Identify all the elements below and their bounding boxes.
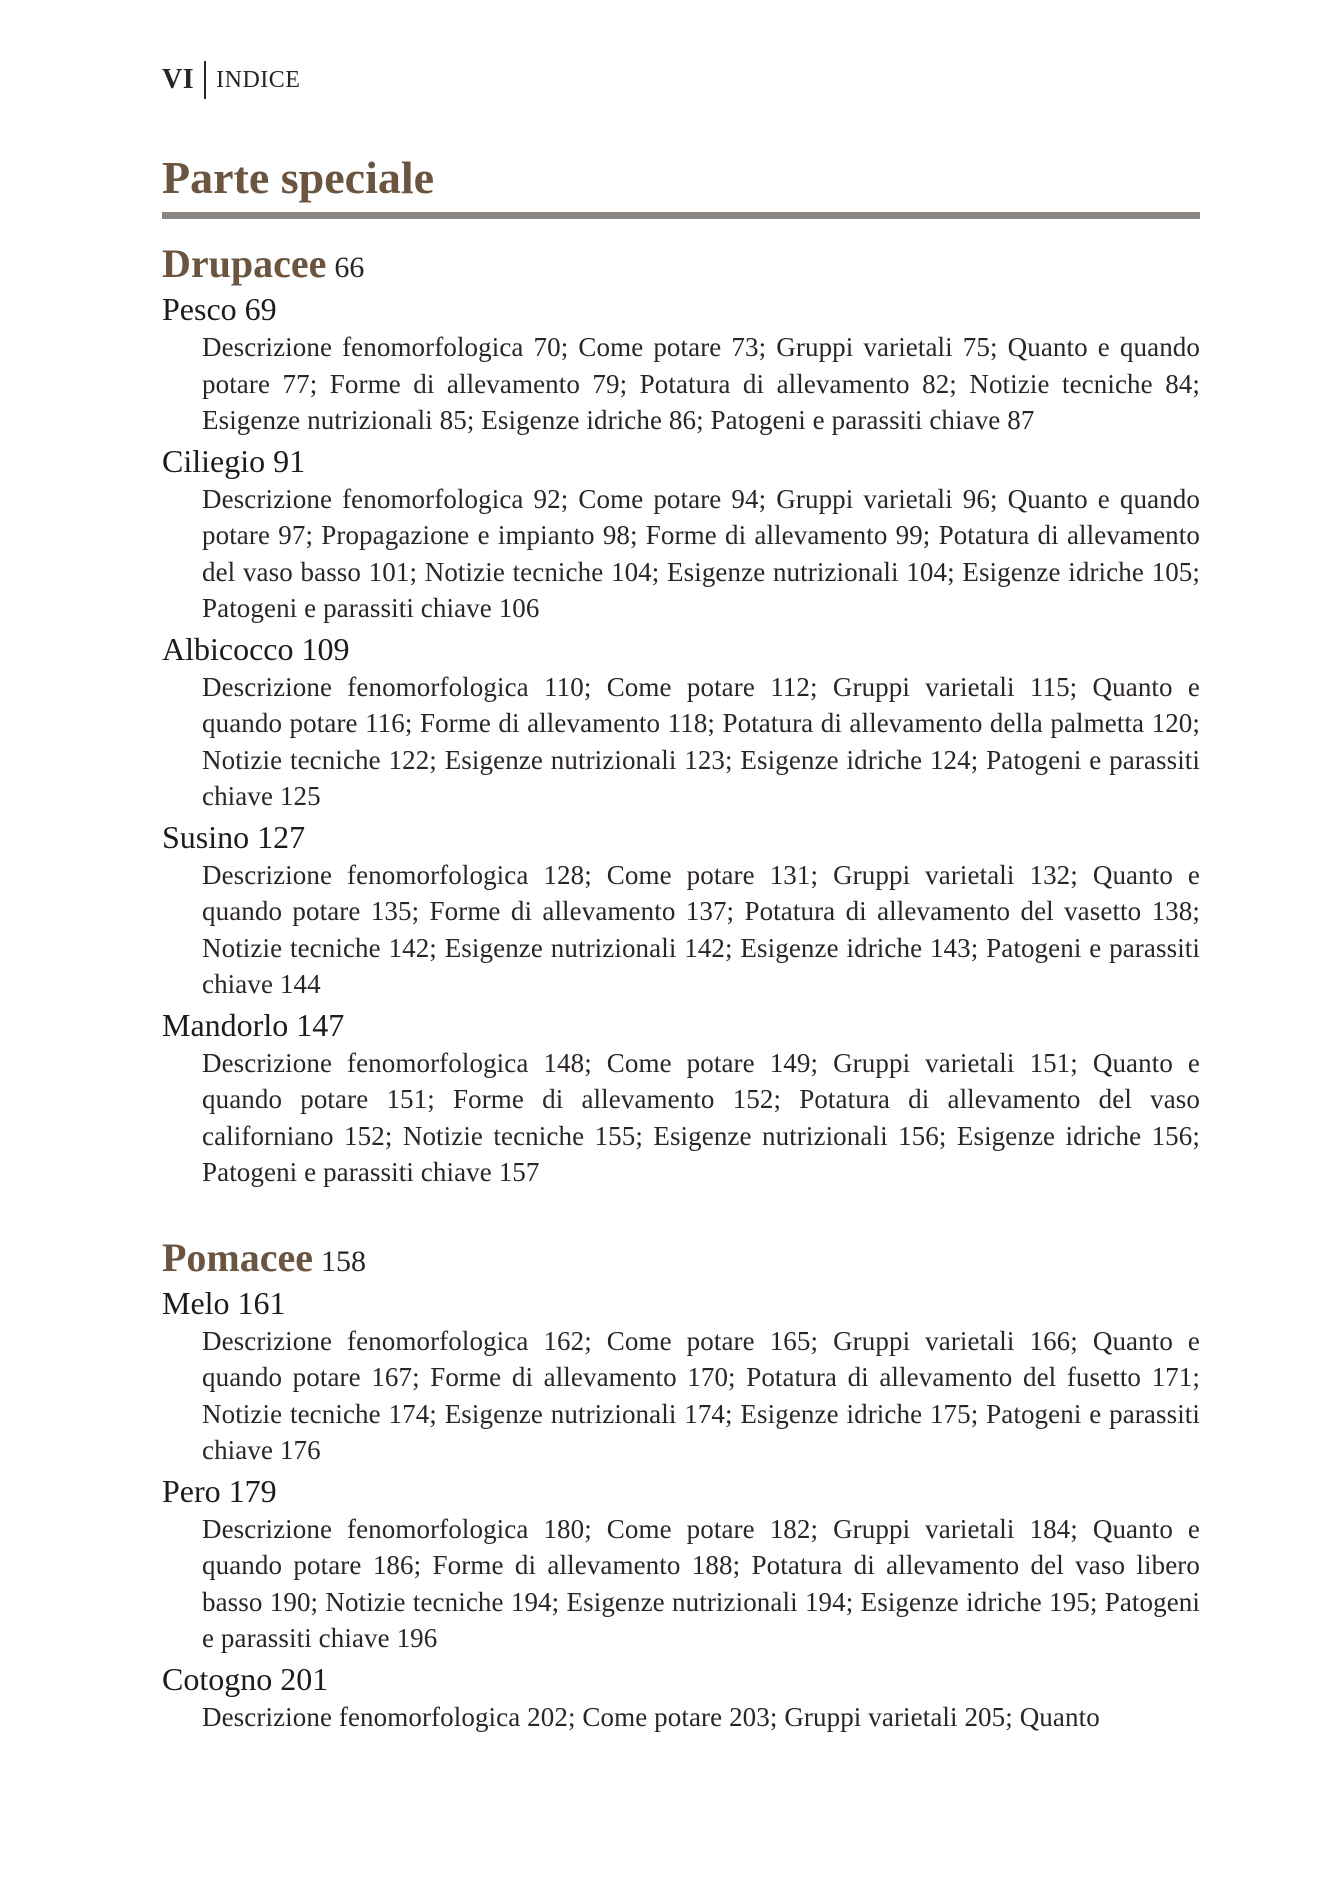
part-title: Parte speciale [162,152,1200,219]
entry-title: Melo 161 [162,1284,286,1321]
entry-albicocco [162,629,1200,815]
running-head [162,60,1200,100]
group-name: Drupacee [162,241,327,286]
entry-ciliegio [162,441,1200,627]
group-name: Pomacee [162,1234,314,1280]
entry-title: Pero 179 [162,1472,277,1509]
entry-description: Descrizione fenomorfologica 70; Come potare 73; Gruppi varietali 75; Quanto e quando potare 77; Forme di allevamento 79; Potatura di allevamento 82; Notizie tecniche 84; Esigenze nutrizionali 85; Esigenze idriche 86; Patogeni e parassiti chiave 87 [202,332,1200,435]
entry-title: Susino 127 [162,818,306,855]
entry-susino [162,817,1200,1003]
group-page-number: 66 [334,251,365,284]
entry-cotogno [162,1659,1200,1736]
page-number: VI [162,64,195,95]
entry-title: Cotogno 201 [162,1660,329,1697]
group-heading [162,1235,1200,1281]
entry-title: Mandorlo 147 [162,1006,345,1043]
entry-title: Pesco 69 [162,291,277,327]
entry-description: Descrizione fenomorfologica 180; Come potare 182; Gruppi varietali 184; Quanto e quando potare 186; Forme di allevamento 188; Potatura di allevamento del vaso libero basso 190; Notizie tecniche 194; Esigenze nutrizionali 194; Esigenze idriche 195; Patogeni e parassiti chiave 196 [202,1513,1200,1653]
entry-melo [162,1283,1200,1469]
entry-title: Albicocco 109 [162,630,350,667]
group-pomacee [162,1235,1200,1736]
entry-mandorlo [162,1005,1200,1191]
entry-description: Descrizione fenomorfologica 92; Come potare 94; Gruppi varietali 96; Quanto e quando potare 97; Propagazione e impianto 98; Forme di allevamento 99; Potatura di allevamento del vaso basso 101; Notizie tecniche 104; Esigenze nutrizionali 104; Esigenze idriche 105; Patogeni e parassiti chiave 106 [202,483,1200,623]
group-page-number: 158 [321,1244,367,1278]
entry-description: Descrizione fenomorfologica 202; Come potare 203; Gruppi varietali 205; Quanto [202,1701,1100,1732]
header-separator [204,61,206,99]
group-drupacee [162,241,1200,1191]
entry-title: Ciliegio 91 [162,442,306,479]
group-heading [162,241,1200,287]
entry-description: Descrizione fenomorfologica 162; Come potare 165; Gruppi varietali 166; Quanto e quando potare 167; Forme di allevamento 170; Potatura di allevamento del fusetto 171; Notizie tecniche 174; Esigenze nutrizionali 174; Esigenze idriche 175; Patogeni e parassiti chiave 176 [202,1325,1200,1465]
entry-description: Descrizione fenomorfologica 110; Come potare 112; Gruppi varietali 115; Quanto e quando potare 116; Forme di allevamento 118; Potatura di allevamento della palmetta 120; Notizie tecniche 122; Esigenze nutrizionali 123; Esigenze idriche 124; Patogeni e parassiti chiave 125 [202,671,1200,811]
index-page [162,60,1200,1735]
entry-description: Descrizione fenomorfologica 128; Come potare 131; Gruppi varietali 132; Quanto e quando potare 135; Forme di allevamento 137; Potatura di allevamento del vasetto 138; Notizie tecniche 142; Esigenze nutrizionali 142; Esigenze idriche 143; Patogeni e parassiti chiave 144 [202,859,1200,999]
section-name: INDICE [216,66,301,93]
entry-description: Descrizione fenomorfologica 148; Come potare 149; Gruppi varietali 151; Quanto e quando potare 151; Forme di allevamento 152; Potatura di allevamento del vaso californiano 152; Notizie tecniche 155; Esigenze nutrizionali 156; Esigenze idriche 156; Patogeni e parassiti chiave 157 [202,1047,1200,1187]
entry-pero [162,1471,1200,1657]
entry-pesco [162,289,1200,439]
